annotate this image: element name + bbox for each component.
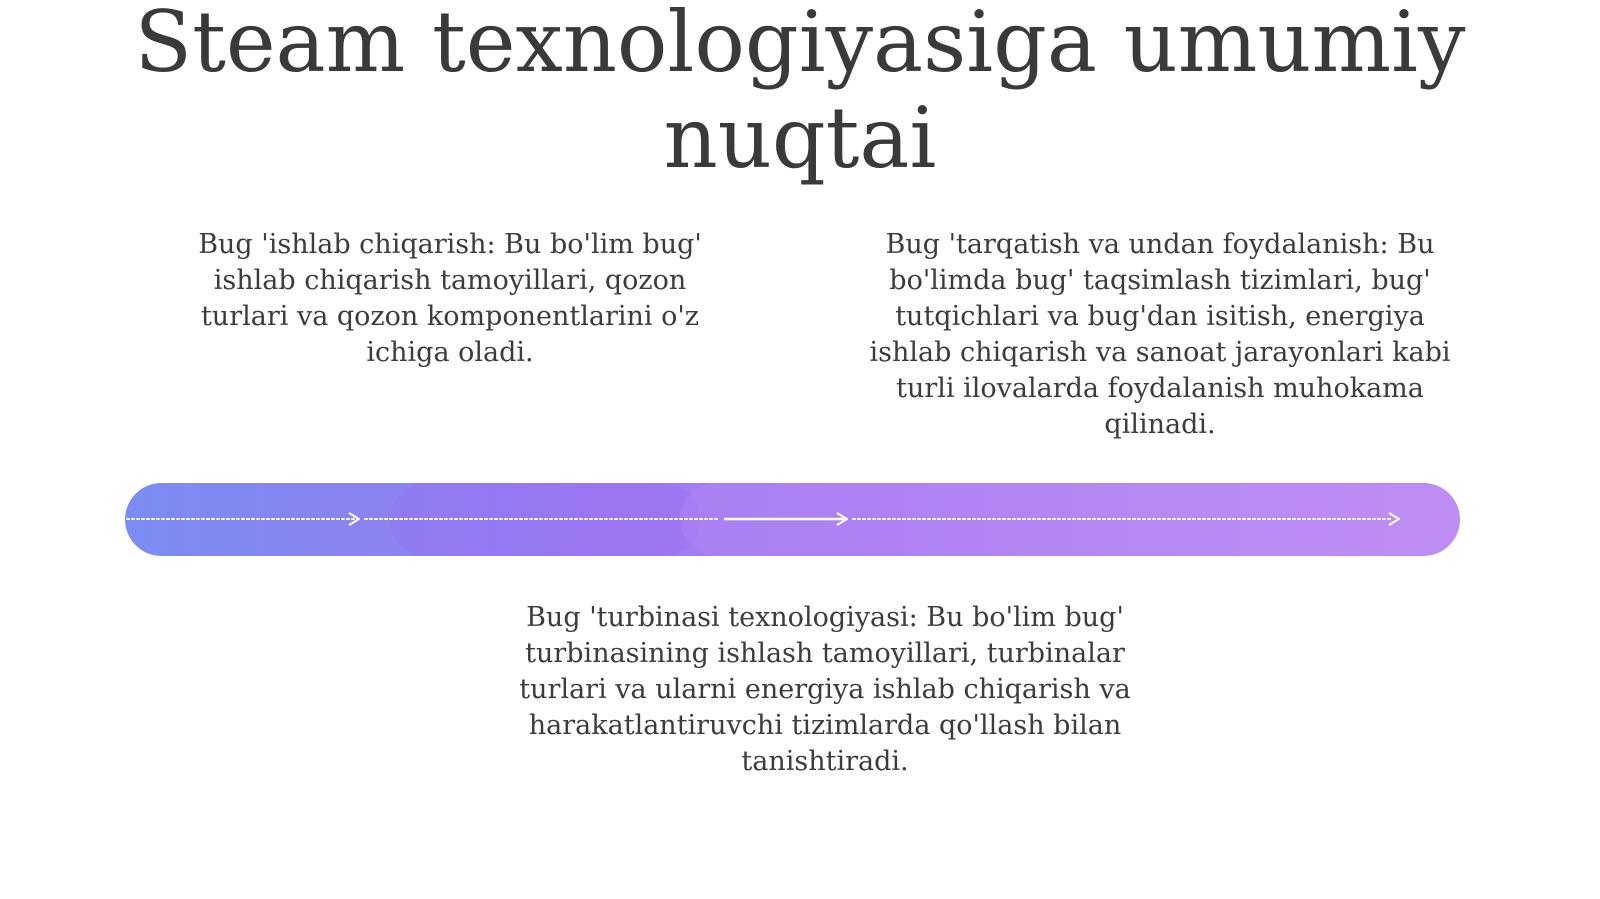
section-steam-distribution-text: Bug 'tarqatish va undan foydalanish: Bu bo'limda bug' taqsimlash tizimlari, bug' tutqichlari va bug'dan isitish, energiya ishlab chiqarish va sanoat jarayonlari kabi turli ilovalarda foydalanish muhokama qilinadi.	[869, 229, 1451, 440]
slide-title: Steam texnologiyasiga umumiy nuqtai	[134, 0, 1466, 187]
timeline-arrows	[125, 483, 1460, 556]
timeline-bar	[125, 483, 1460, 556]
section-steam-turbine-text: Bug 'turbinasi texnologiyasi: Bu bo'lim bug' turbinasining ishlash tamoyillari, turbinalar turlari va ularni energiya ishlab chiqarish va harakatlantiruvchi tizimlarda qo'llash bilan tanishtiradi.	[519, 602, 1131, 777]
section-steam-generation-text: Bug 'ishlab chiqarish: Bu bo'lim bug' ishlab chiqarish tamoyillari, qozon turlari va qozon komponentlarini o'z ichiga oladi.	[198, 229, 702, 368]
